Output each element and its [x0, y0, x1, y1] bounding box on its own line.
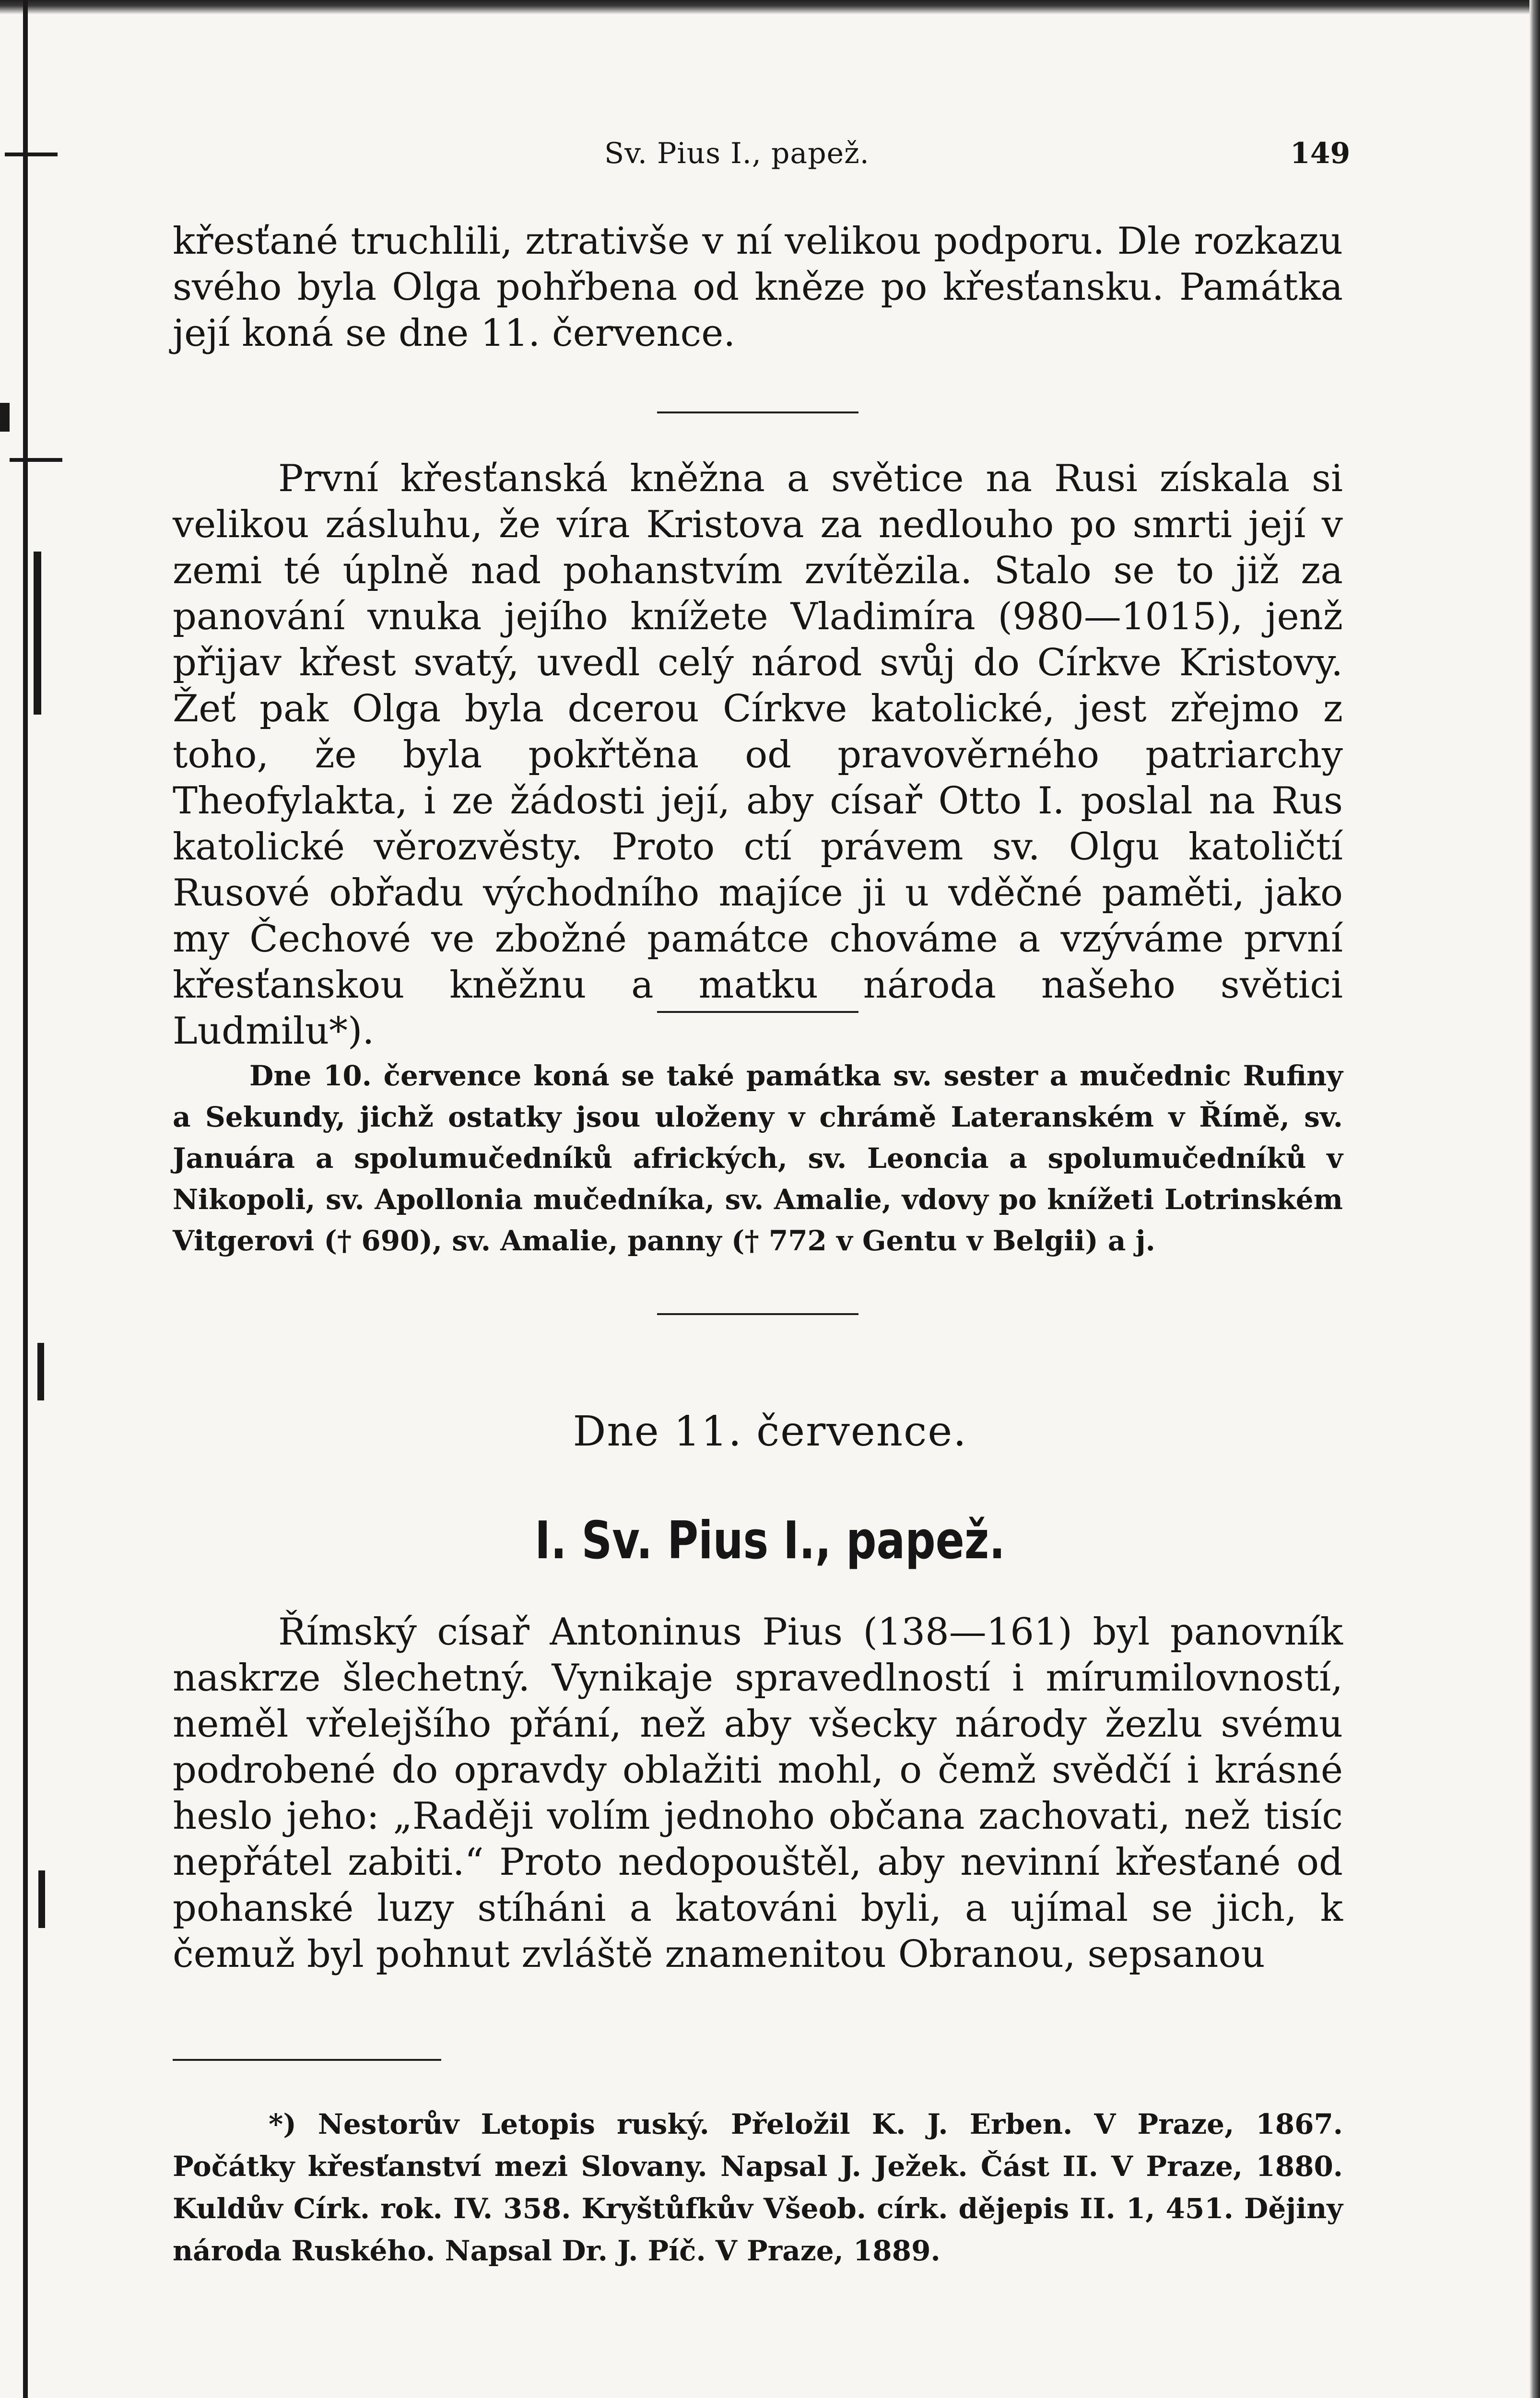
page-number: 149	[1290, 137, 1351, 170]
section-divider	[657, 1313, 858, 1315]
paragraph-christianization-rus: První křesťanská kněžna a světice na Rusi získala si velikou zásluhu, že víra Kristova za nedlouho po smrti její v zemi té úplně nad pohanstvím zvítězila. Stalo se to již za panování vnuka jejího knížete Vladimíra (980—1015), jenž přijav křest svatý, uvedl celý národ svůj do Církve Kristovy. Žeť pak Olga byla dcerou Církve katolické, jest zřejmo z toho, že byla pokřtěna od pravověrného patriarchy Theofylakta, i ze žádosti její, aby císař Otto I. poslal na Rus katolické věrozvěsty. Proto ctí právem sv. Olgu katoličtí Rusové obřadu východního majíce ji u vděčné paměti, jako my Čechové ve zbožné památce chováme a vzýváme první křesťanskou kněžnu a matku národa našeho světici Ludmilu*).	[173, 457, 1343, 1053]
scan-mark	[0, 403, 10, 432]
note-july-10: Dne 10. července koná se také památka sv. sester a mučednic Rufiny a Sekundy, jichž ostatky jsou uloženy v chrámě Lateranském v Římě, sv. Januára a spolumučedníků afrických, sv. Leoncia a spolumučedníků v Nikopoli, sv. Apollonia mučedníka, sv. Amalie, vdovy po knížeti Lotrinském Vitgerovi († 690), sv. Amalie, panny († 772 v Gentu v Belgii) a j.	[173, 1059, 1343, 1257]
paragraph-olga-burial: křesťané truchlili, ztrativše v ní velikou podporu. Dle rozkazu svého byla Olga pohřbena od kněze po křesťansku. Památka její koná se dne 11. července.	[173, 220, 1343, 355]
scan-mark	[5, 153, 58, 156]
day-heading: Dne 11. července.	[573, 1408, 967, 1456]
scan-edge-top	[0, 0, 1540, 14]
scan-edge-left	[23, 0, 28, 2398]
footnote-divider	[173, 2059, 441, 2061]
paragraph-antoninus-pius: Římský císař Antoninus Pius (138—161) byl panovník naskrze šlechetný. Vynikaje spravedlností i mírumilovností, neměl vřelejšího přání, než aby všecky národy žezlu svému podrobené do opravdy oblažiti mohl, o čemž svědčí i krásné heslo jeho: „Raději volím jednoho občana zachovati, než tisíc nepřátel zabiti.“ Proto nedopouštěl, aby nevinní křesťané od pohanské luzy stíháni a katováni byli, a ujímal se jich, k čemuž byl pohnut zvláště znamenitou Obranou, sepsanou	[173, 1610, 1343, 1976]
scan-mark	[10, 458, 62, 462]
scan-mark	[38, 1870, 45, 1928]
saint-heading: I. Sv. Pius I., papež.	[535, 1511, 1005, 1571]
scan-mark	[34, 552, 41, 715]
section-divider	[657, 411, 858, 413]
scan-mark	[37, 1343, 44, 1400]
section-divider	[657, 1011, 858, 1013]
scan-edge-right	[1529, 0, 1540, 2398]
running-title: Sv. Pius I., papež.	[604, 137, 870, 170]
footnote: *) Nestorův Letopis ruský. Přeložil K. J. Erben. V Praze, 1867. Počátky křesťanství mezi Slovany. Napsal J. Ježek. Část II. V Praze, 1880. Kuldův Círk. rok. IV. 358. Kryštůfkův Všeob. círk. dějepis II. 1, 451. Dějiny národa Ruského. Napsal Dr. J. Píč. V Praze, 1889.	[173, 2108, 1343, 2267]
